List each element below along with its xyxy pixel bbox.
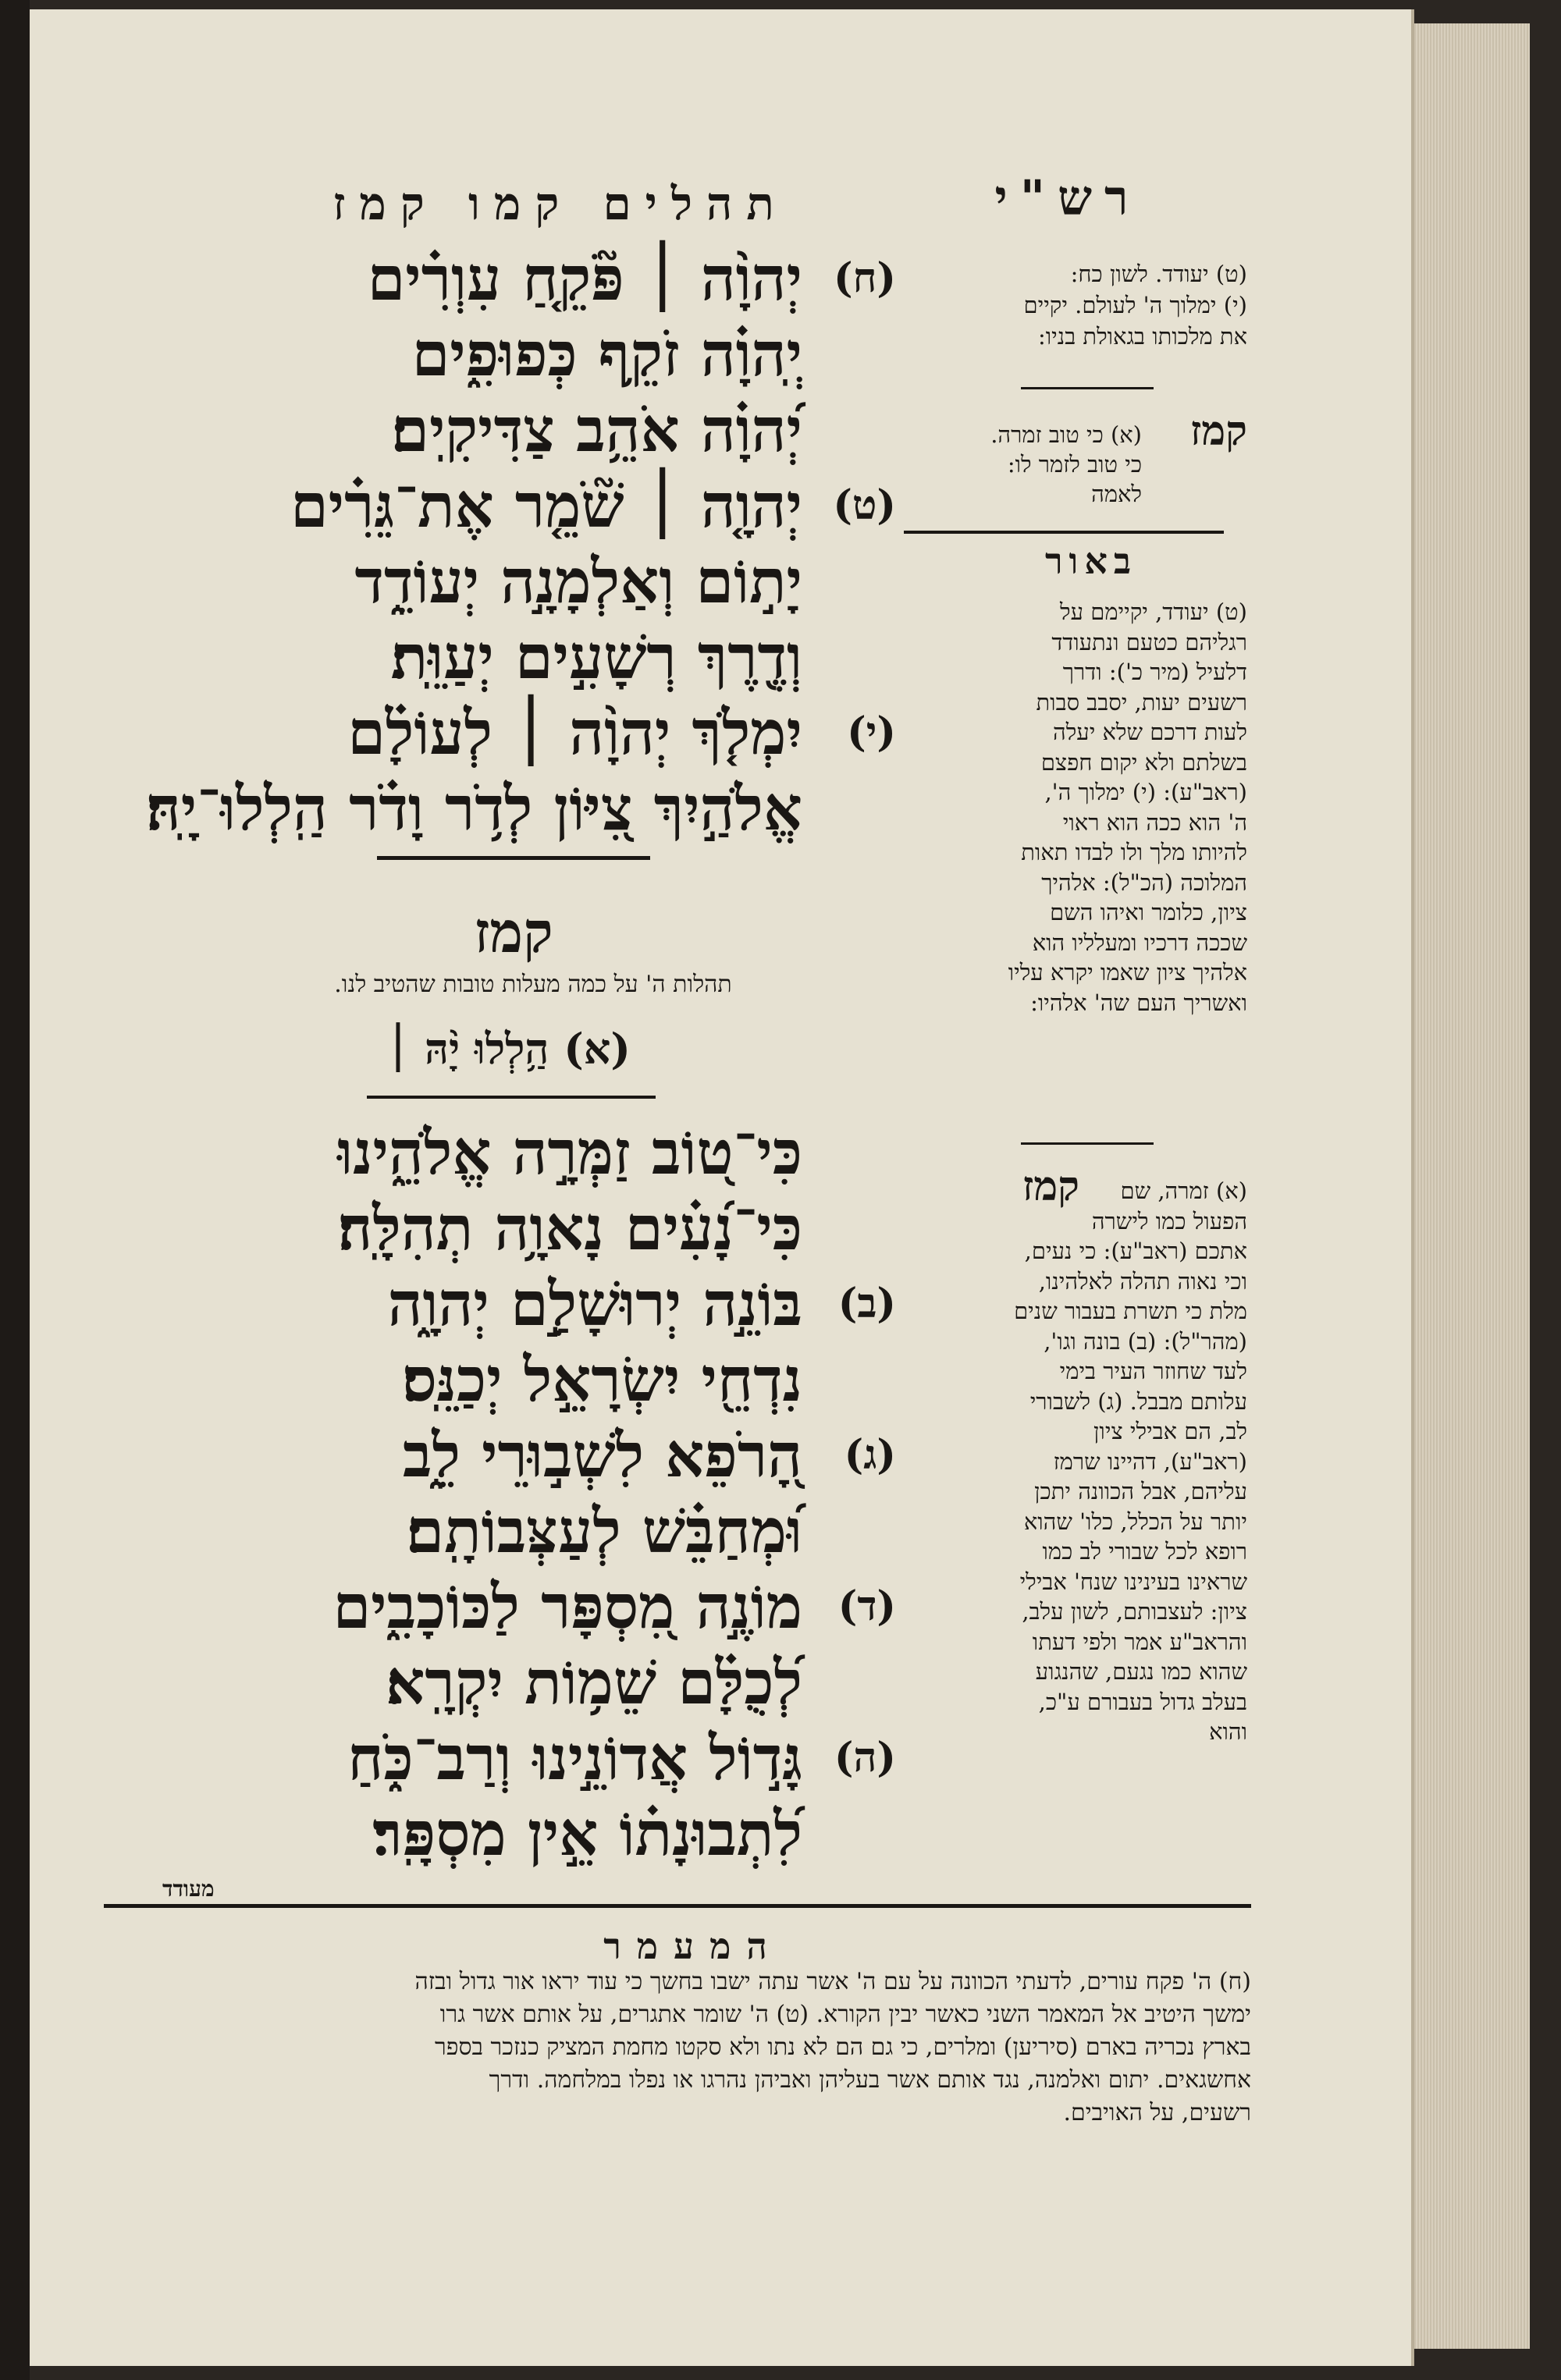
biur-147-line: (ראב"ע), דהיינו שרמז [1053, 1448, 1247, 1475]
page-edge-stack [1411, 23, 1530, 2349]
biur-line: דלעיל (מיר כ'): ודרך [1062, 659, 1247, 685]
biur-147-line: שהוא כמו נגעם, שהנגוע [1035, 1658, 1247, 1685]
biur-header: באור [1044, 540, 1138, 582]
book-page [30, 9, 1414, 2366]
psalm-147-verse-number: (ה) [834, 1734, 896, 1781]
biur-line: ה' הוא ככה הוא ראוי [1062, 808, 1247, 836]
rashi-line: (ט) יעודד. לשון כח: [1070, 261, 1247, 287]
hamaamar-header: המעמר [603, 1925, 783, 1967]
psalm-147-verse-line: כִּי־נָ֝עִ֗ים נָאוָ֥ה תְהִלָּֽה׃ [337, 1193, 802, 1264]
rashi-divider-1 [1021, 387, 1154, 389]
biur-147-line: עלותם מבבל. (ג) לשבורי [1029, 1387, 1247, 1415]
hamaamar-line: אחשגאים. יתום ואלמנה, נגד אותם אשר בעליהן ואביהן נהרגו או נפלו במלחמה. ודרך [489, 2066, 1251, 2094]
hamaamar-line: (ח) ה' פקח עורים, לדעתי הכוונה על עם ה' אשר עתה ישבו בחשך כי עוד יראו אור גדול ובזה [414, 1968, 1251, 1995]
psalm-146-verse-line: יְֽהוָ֗ה זֹקֵ֥ף כְּפוּפִ֑ים [411, 319, 802, 390]
biur-147-line: יותר על הכלל, כלו' שהוא [1023, 1508, 1247, 1535]
biur-line: לעות דרכם שלא יעלה [1053, 719, 1247, 745]
biur-147-line: מלת כי תשרת בעבור שנים [1014, 1298, 1247, 1324]
psalm-147-verse-line: הָ֭רֹפֵא לִשְׁב֣וּרֵי לֵ֑ב [402, 1420, 802, 1491]
book-binding [0, 0, 30, 2380]
biur-line: ציון, כלומר ואיהו השם [1050, 899, 1247, 925]
psalm-running-header: תהלים קמו קמז [332, 177, 788, 230]
biur-147-line: וכי נאוה תהלה לאלהינו, [1038, 1267, 1247, 1295]
biur-147-line: ציון: לעצבותם, לשון עלב, [1022, 1598, 1247, 1625]
chapter-147-hallelu: (א) הַ֥לְלוּ יָ֨הּ ׀ [386, 1024, 631, 1074]
biur-line: שככה דרכיו ומעלליו הוא [1032, 929, 1247, 956]
hamaamar-line: רשעים, על האויבים. [1063, 2099, 1251, 2126]
psalm-147-verse-number: (ג) [844, 1431, 896, 1479]
biur-147-line: (מהר"ל): (ב) בונה וגו', [1044, 1327, 1247, 1355]
rashi-147-label: קמז [1189, 407, 1247, 455]
biur-line: רגליהם כטעם ונתעודד [1051, 628, 1247, 655]
biur-147-line: (א) זמרה, שם [1120, 1178, 1247, 1204]
biur-147-line: הפעול כמו לישרה [1091, 1207, 1247, 1234]
rashi-147-line: לאמה [1091, 481, 1142, 507]
psalm-146-verse-number: (ח) [834, 254, 896, 302]
biur-line: ואשריך העם שה' אלהיו: [1030, 989, 1247, 1016]
rashi-header: רש"י [994, 169, 1141, 226]
biur-147-line: והוא [1209, 1718, 1247, 1745]
hamaamar-line: ימשך היטיב אל המאמר השני כאשר יבין הקורא. (ט) ה' שומר אתגרים, על אותם אשר גרו [439, 2001, 1251, 2028]
psalm-146-verse-line: יְהוָ֨ה ׀ פֹּ֘קֵ֤חַ עִוְרִ֗ים [367, 243, 802, 314]
biur-line: (ראב"ע): (י) ימלוך ה', [1044, 779, 1247, 805]
biur-147-line: לעד שחוזר העיר בימי [1059, 1358, 1247, 1384]
psalm-146-verse-line: יְ֝הוָ֗ה אֹהֵ֥ב צַדִּיקִֽים׃ [391, 395, 802, 466]
catchword: מעודד [162, 1876, 215, 1902]
biur-line: להיותו מלך ולו לבדו תאות [1021, 839, 1247, 865]
biur-147-label: קמז [1022, 1163, 1079, 1210]
biur-147-line: אתכם (ראב"ע): כי נעים, [1024, 1238, 1247, 1264]
rashi-147-line: (א) כי טוב זמרה. [990, 421, 1142, 448]
chapter-147-title: קמז [474, 899, 553, 965]
biur-line: רשעים יעות, יסבב סבות [1036, 688, 1247, 716]
psalm-146-verse-line: אֱלֹהַ֣יִךְ צִ֭יּוֹן לְדֹ֥ר וָדֹ֗ר הַֽלְלוּ־יָֽהּ׃ [145, 773, 802, 844]
psalm-divider-2 [367, 1096, 656, 1099]
psalm-147-verse-line: וּ֝מְחַבֵּ֗שׁ לְעַצְּבוֹתָֽם׃ [406, 1496, 802, 1567]
footer-divider [104, 1904, 1251, 1908]
biur-147-line: בעלב גדול בעבורם ע"כ, [1038, 1688, 1247, 1715]
biur-line: בשלתם ולא יקום חפצם [1040, 748, 1247, 776]
biur-line: אלהיך ציון שאמו יקרא עליו [1008, 959, 1247, 986]
psalm-146-verse-line: יְהוָ֤ה ׀ שֹׁ֘מֵ֤ר אֶת־גֵּרִ֗ים [290, 471, 802, 542]
psalm-146-verse-number: (ט) [833, 481, 896, 529]
psalm-divider-1 [377, 856, 650, 860]
psalm-147-verse-line: לִ֝תְבוּנָת֗וֹ אֵ֣ין מִסְפָּֽר׃ [372, 1799, 802, 1870]
psalm-147-verse-line: בּוֹנֵ֣ה יְרוּשָׁלַ֣͏ִם יְהוָ֑ה [387, 1269, 802, 1340]
psalm-146-verse-line: יִמְלֹ֤ךְ יְהוָ֨ה ׀ לְעוֹלָ֗ם [347, 698, 802, 769]
psalm-146-verse-number: (י) [847, 709, 896, 756]
hamaamar-line: בארץ נכריה בארם (סיריען) ומלרים, כי גם הם לא נתו ולא סקטו מחמת המציק כנזכר בספר [435, 2034, 1251, 2061]
psalm-146-verse-line: וְדֶ֖רֶךְ רְשָׁעִ֣ים יְעַוֵּֽת׃ [390, 622, 802, 693]
psalm-147-verse-line: גָּד֣וֹל אֲדוֹנֵ֣ינוּ וְרַב־כֹּ֑חַ [347, 1723, 802, 1794]
biur-divider [904, 531, 1224, 534]
biur-147-line: עליהם, אבל הכוונה יתכן [1034, 1478, 1247, 1504]
rashi-line: את מלכותו בגאולת בניו: [1037, 323, 1247, 350]
psalm-147-verse-line: נִדְחֵ֖י יִשְׂרָאֵ֣ל יְכַנֵּֽס׃ [402, 1345, 802, 1416]
psalm-147-verse-line: לְ֝כֻלָּ֗ם שֵׁמ֥וֹת יִקְרָֽא׃ [386, 1647, 802, 1718]
rashi-147-line: כי טוב לזמר לו: [1007, 451, 1142, 478]
psalm-147-verse-line: כִּי־ט֭וֹב זַמְּרָ֣ה אֱלֹהֵ֑ינוּ [337, 1117, 802, 1188]
biur-divider-2 [1021, 1142, 1154, 1145]
biur-line: המלוכה (הכ"ל): אלהיך [1041, 869, 1247, 896]
chapter-147-subtitle: תהלות ה' על כמה מעלות טובות שהטיב לנו. [334, 971, 732, 998]
biur-147-line: לב, הם אבילי ציון [1093, 1418, 1247, 1444]
psalm-147-verse-number: (ב) [837, 1280, 896, 1327]
psalm-147-verse-line: מוֹנֶ֣ה מִ֭סְפָּר לַכּוֹכָבִ֑ים [332, 1572, 802, 1643]
psalm-146-verse-line: יָת֣וֹם וְאַלְמָנָ֣ה יְעוֹדֵ֑ד [354, 546, 802, 617]
rashi-line: (י) ימלוך ה' לעולם. יקיים [1023, 292, 1247, 318]
biur-147-line: שראינו בעינינו שנח' אבילי [1019, 1568, 1247, 1595]
psalm-147-verse-number: (ד) [837, 1583, 896, 1630]
biur-line: (ט) יעודד, יקיימם על [1060, 599, 1247, 625]
biur-147-line: והראב"ע אמר ולפי דעתו [1032, 1628, 1247, 1655]
biur-147-line: רופא לכל שבורי לב כמו [1042, 1538, 1247, 1565]
